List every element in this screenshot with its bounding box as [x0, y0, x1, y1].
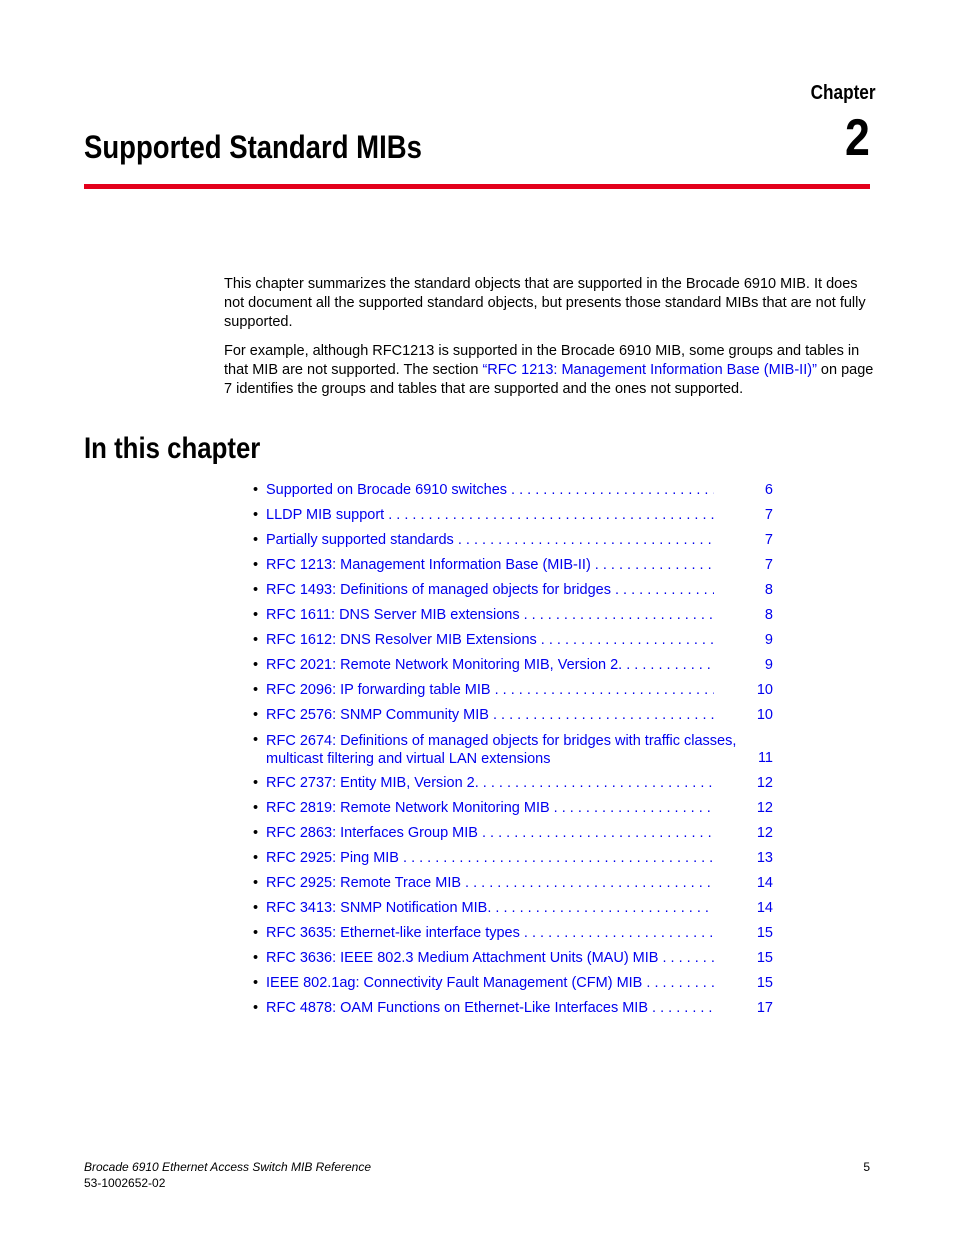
toc-item-page: 7 — [764, 532, 773, 548]
toc-item[interactable] — [253, 555, 773, 580]
bullet-icon: • — [253, 1000, 259, 1016]
rfc1213-section-link[interactable]: “RFC 1213: Management Information Base (MIB-II)” — [482, 362, 817, 378]
toc-item-page: 11 — [757, 750, 773, 766]
title-rule — [84, 184, 870, 189]
toc-item-label: RFC 1612: DNS Resolver MIB Extensions . . . — [266, 630, 714, 651]
bullet-icon: • — [253, 707, 259, 723]
toc-item-page: 12 — [756, 775, 773, 791]
footer-page-number: 5 — [863, 1160, 870, 1174]
toc-item-label: RFC 1213: Management Information Base (MIB-II) . . . — [266, 555, 714, 576]
intro-text-before-link: For example, although RFC1213 is supported in the Brocade 6910 MIB, some groups and tables in that MIB are not supported. The section — [224, 343, 860, 378]
toc-item[interactable] — [253, 655, 773, 680]
intro-text — [224, 275, 874, 409]
toc-item-label: RFC 3635: Ethernet-like interface types . . . — [266, 923, 714, 944]
toc-item[interactable] — [253, 998, 773, 1023]
intro-text-after-link: on page 7 identifies the groups and tables that are supported and the ones not supported. — [224, 362, 874, 397]
toc-item-page: 7 — [764, 507, 773, 523]
toc-item-page: 8 — [764, 607, 773, 623]
bullet-icon: • — [253, 632, 259, 648]
toc-item-label: RFC 2674: Definitions of managed objects for bridges with traffic classes, multicast filtering and virtual LAN extensions — [266, 733, 737, 767]
toc-item[interactable] — [253, 973, 773, 998]
toc-item-page: 15 — [756, 950, 773, 966]
toc-item[interactable] — [253, 948, 773, 973]
toc-item[interactable] — [253, 773, 773, 798]
bullet-icon: • — [253, 850, 259, 866]
bullet-icon: • — [253, 975, 259, 991]
toc-item-page: 12 — [756, 825, 773, 841]
toc-item-label: RFC 2737: Entity MIB, Version 2. . . . — [266, 773, 714, 794]
toc-list — [253, 480, 773, 1023]
toc-item-label: RFC 1611: DNS Server MIB extensions . . . — [266, 605, 714, 626]
toc-item-label: RFC 2021: Remote Network Monitoring MIB, Version 2. . . . — [266, 655, 714, 676]
bullet-icon: • — [253, 925, 259, 941]
footer-book-title: Brocade 6910 Ethernet Access Switch MIB Reference — [84, 1160, 372, 1174]
toc-item-label: RFC 2925: Ping MIB . . . — [266, 848, 714, 869]
toc-item-label: RFC 3413: SNMP Notification MIB. . . . — [266, 898, 714, 919]
chapter-label: Chapter — [811, 82, 876, 104]
toc-item-page: 14 — [756, 875, 773, 891]
toc-item[interactable] — [253, 898, 773, 923]
toc-item[interactable] — [253, 580, 773, 605]
toc-item-page: 6 — [764, 482, 773, 498]
toc-item[interactable] — [253, 705, 773, 730]
toc-item[interactable] — [253, 680, 773, 705]
footer-doc-number: 53-1002652-02 — [84, 1176, 166, 1190]
toc-item-label: RFC 2819: Remote Network Monitoring MIB . . . — [266, 798, 714, 819]
bullet-icon: • — [253, 532, 259, 548]
bullet-icon: • — [253, 732, 259, 748]
toc-item-label: RFC 1493: Definitions of managed objects for bridges . . . — [266, 580, 714, 601]
toc-item[interactable] — [253, 505, 773, 530]
toc-item-page: 13 — [756, 850, 773, 866]
bullet-icon: • — [253, 800, 259, 816]
bullet-icon: • — [253, 657, 259, 673]
toc-item-page: 9 — [764, 657, 773, 673]
toc-item-page: 10 — [756, 682, 773, 698]
intro-paragraph-2 — [224, 342, 874, 399]
toc-item-label: RFC 3636: IEEE 802.3 Medium Attachment Units (MAU) MIB . . . — [266, 948, 714, 969]
bullet-icon: • — [253, 482, 259, 498]
bullet-icon: • — [253, 775, 259, 791]
toc-item-label: Supported on Brocade 6910 switches . . . — [266, 480, 714, 501]
bullet-icon: • — [253, 582, 259, 598]
toc-item[interactable] — [253, 823, 773, 848]
toc-item[interactable] — [253, 630, 773, 655]
toc-item-page: 10 — [756, 707, 773, 723]
chapter-title: Supported Standard MIBs — [84, 129, 422, 165]
intro-paragraph-1: This chapter summarizes the standard objects that are supported in the Brocade 6910 MIB. It does not document all the supported standard objects, but presents those standard MIBs that are not fully supported. — [224, 276, 866, 330]
toc-item-label: RFC 2925: Remote Trace MIB . . . — [266, 873, 714, 894]
bullet-icon: • — [253, 950, 259, 966]
toc-item-page: 15 — [756, 975, 773, 991]
toc-item-page: 17 — [756, 1000, 773, 1016]
toc-item[interactable] — [253, 605, 773, 630]
toc-item-label: RFC 2863: Interfaces Group MIB . . . — [266, 823, 714, 844]
bullet-icon: • — [253, 900, 259, 916]
bullet-icon: • — [253, 607, 259, 623]
bullet-icon: • — [253, 507, 259, 523]
toc-item-label: Partially supported standards . . . — [266, 530, 714, 551]
toc-item[interactable] — [253, 848, 773, 873]
toc-item-page: 14 — [756, 900, 773, 916]
toc-item-label: RFC 2576: SNMP Community MIB . . . — [266, 705, 714, 726]
chapter-number: 2 — [845, 109, 870, 167]
toc-item-label: RFC 2096: IP forwarding table MIB . . . — [266, 680, 714, 701]
toc-item[interactable] — [253, 730, 773, 773]
toc-item[interactable] — [253, 480, 773, 505]
toc-item-page: 15 — [756, 925, 773, 941]
toc-item[interactable] — [253, 798, 773, 823]
bullet-icon: • — [253, 682, 259, 698]
toc-item[interactable] — [253, 530, 773, 555]
bullet-icon: • — [253, 825, 259, 841]
toc-item[interactable] — [253, 873, 773, 898]
toc-item-label: RFC 4878: OAM Functions on Ethernet-Like Interfaces MIB . . . — [266, 998, 714, 1019]
toc-item-page: 12 — [756, 800, 773, 816]
toc-item-label: IEEE 802.1ag: Connectivity Fault Management (CFM) MIB . . . — [266, 973, 714, 994]
toc-item-page: 8 — [764, 582, 773, 598]
toc-item-label: LLDP MIB support . . . — [266, 505, 714, 526]
bullet-icon: • — [253, 557, 259, 573]
bullet-icon: • — [253, 875, 259, 891]
toc-item-page: 7 — [764, 557, 773, 573]
toc-item-page: 9 — [764, 632, 773, 648]
section-heading: In this chapter — [84, 432, 261, 465]
toc-item[interactable] — [253, 923, 773, 948]
